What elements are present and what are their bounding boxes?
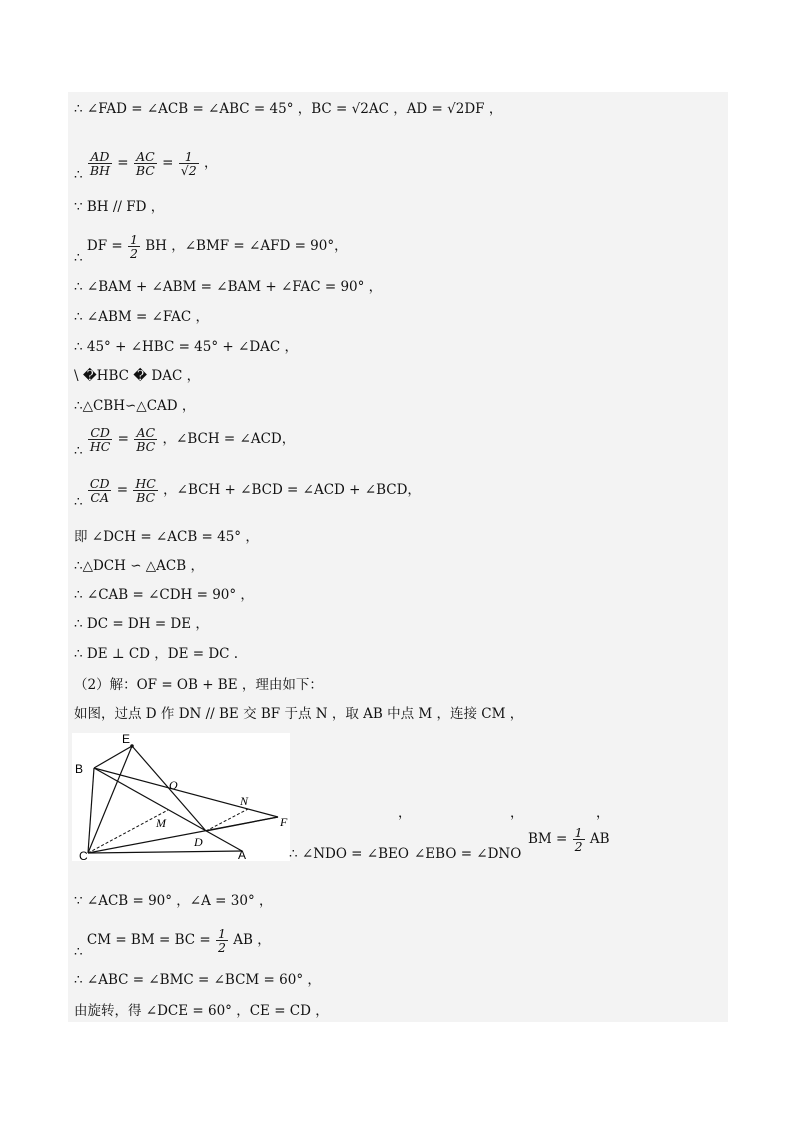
fraction: $\frac{AD}{BH}$	[89, 149, 110, 178]
segment-bf	[94, 768, 278, 817]
text-line: ∴△CBH∽△CAD ，	[74, 398, 196, 414]
text-line-fraction: ∴ DF = $\frac{1}{2}$ BH ，∠BMF = ∠AFD = 90°，	[74, 232, 348, 266]
label-f: F	[280, 815, 288, 829]
text-line-fraction: ∴ $\frac{AD}{BH}$ = $\frac{AC}{BC}$ = $\frac{1}{√2}$ ，	[74, 149, 218, 183]
comma: ，	[510, 805, 524, 821]
text-line: 如图，过点 D 作 DN // BE 交 BF 于点 N ，取 AB 中点 M ，连接 CM ，	[74, 706, 524, 722]
text-line: ∴ ∠ABC = ∠BMC = ∠BCM = 60° ，	[74, 972, 321, 988]
text-line-fraction: ∴ CM = BM = BC = $\frac{1}{2}$ AB ，	[74, 926, 271, 960]
comma: ，	[398, 805, 412, 821]
label-a: A	[238, 848, 247, 861]
label-d: D	[194, 835, 203, 849]
text-line: \ �HBC � DAC ，	[74, 368, 201, 384]
text-line: ∴ ∠BAM + ∠ABM = ∠BAM + ∠FAC = 90° ，	[74, 279, 383, 295]
segment-ba	[94, 768, 242, 851]
segment-ec	[88, 746, 132, 853]
text-line: ∴ ∠CAB = ∠CDH = 90° ，	[74, 587, 254, 603]
text-line: ∠EBO = ∠DNO	[414, 846, 522, 862]
label-o: O	[169, 778, 178, 792]
text-line-fraction: ∴ $\frac{CD}{CA}$ = $\frac{HC}{BC}$ ，∠BCH + ∠BCD = ∠ACD + ∠BCD，	[74, 476, 421, 510]
text-line-fraction: BM = $\frac{1}{2}$ AB	[528, 825, 610, 854]
text-line: （2）解：OF = OB + BE ，理由如下：	[74, 677, 323, 693]
fraction: $\frac{AC}{BC}$	[135, 149, 155, 178]
fraction: $\frac{1}{√2}$	[180, 149, 197, 178]
text-line: ∴ ∠ABM = ∠FAC ，	[74, 309, 209, 325]
text-line: ∴ DC = DH = DE ，	[74, 616, 209, 632]
segment-ca	[88, 851, 242, 853]
text-line-fraction: ∴ $\frac{CD}{HC}$ = $\frac{AC}{BC}$ ，∠BCH = ∠ACD，	[74, 425, 296, 459]
fraction: $\frac{AC}{BC}$	[136, 425, 156, 454]
label-n: N	[240, 794, 249, 808]
segment-df	[206, 817, 278, 831]
fraction: $\frac{HC}{BC}$	[135, 476, 156, 505]
geometry-diagram	[72, 733, 290, 861]
fraction: $\frac{CD}{HC}$	[89, 425, 111, 454]
fraction: $\frac{1}{2}$	[574, 825, 583, 854]
text-line: ∵ BH // FD ，	[74, 199, 165, 215]
text-line: ∵ ∠ACB = 90° ，∠A = 30° ，	[74, 893, 273, 909]
label-c: C	[79, 849, 88, 861]
fraction: $\frac{1}{2}$	[129, 232, 138, 261]
text-line: ∴ ∠FAD = ∠ACB = ∠ABC = 45° ，BC = √2AC ，AD = √2DF ，	[74, 101, 503, 117]
label-m: M	[156, 816, 166, 830]
fraction: $\frac{1}{2}$	[217, 926, 226, 955]
point-e	[130, 744, 134, 748]
text-line: ∴△DCH ∽ △ACB ，	[74, 558, 204, 574]
fraction: $\frac{CD}{CA}$	[89, 476, 110, 505]
text-line: 即 ∠DCH = ∠ACB = 45° ，	[74, 529, 259, 545]
segment-dn-dashed	[206, 809, 248, 831]
comma: ，	[596, 805, 610, 821]
text-line: 由旋转，得 ∠DCE = 60° ，CE = CD ，	[74, 1003, 329, 1019]
document-page	[68, 92, 728, 1022]
label-e: E	[122, 733, 131, 746]
segment-be	[94, 746, 132, 768]
text-line: ∴ 45° + ∠HBC = 45° + ∠DAC ，	[74, 339, 299, 355]
label-b: B	[75, 762, 84, 776]
text-line: ∴ DE ⊥ CD ，DE = DC .	[74, 646, 239, 662]
geometry-figure	[72, 733, 290, 861]
text-line: ∴ ∠NDO = ∠BEO	[289, 846, 409, 862]
